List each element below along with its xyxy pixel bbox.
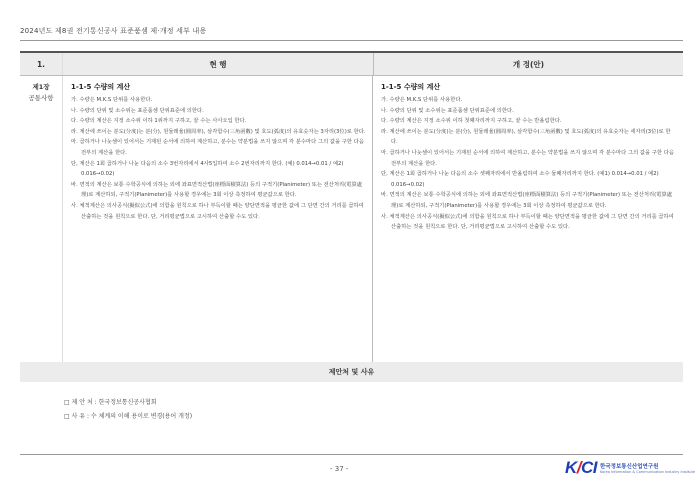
current-item: 마. 곱하거나 나눗셈이 있어서는 기재된 순서에 의하여 계산하고, 분수는 약분법을 쓰지 않으며 각 분수마다 그의 값을 구한 다음 전부의 계산을 한다. xyxy=(71,139,364,156)
current-item: 바. 면적의 계산은 보통 수학공식에 의하는 외에 좌표면적산법(座標面積算法) 등의 구적기(Planimeter) 또는 전산처리(電算處理)로 계산하되, 구적기(Planimeter)를 사용할 경우에는 3회 이상 측정하여 평균값으로 한다. xyxy=(71,181,363,199)
comparison-table xyxy=(20,51,683,364)
reason-rationale: □ 사 유 : 수 체계의 이해 용이로 변경(용어 개정) xyxy=(64,413,193,420)
page-number: - 37 - xyxy=(330,465,349,473)
revised-item: 단, 계산은 1회 곱하거나 나눈 다음의 소수 셋째자리에서 반올림하여 소수 둘째자리까지 한다. (예1) 0.014→0.01 / 예2) 0.016→0.02) xyxy=(381,171,659,188)
header-current: 현 행 xyxy=(62,53,373,75)
current-item: 라. 계산에 쓰이는 분도(分度)는 분(分), 원둘레율(圓周率), 삼각함수(三角函數) 및 호도(弧度)의 유효숫자는 3자리(3位)로 한다. xyxy=(71,128,366,135)
header-number: 1. xyxy=(36,59,46,69)
table-header xyxy=(20,53,683,76)
revised-item: 마. 곱하거나 나눗셈이 있어서는 기재된 순서에 의하여 계산하고, 분수는 약분법을 쓰지 않으며 각 분수마다 그의 값을 구한 다음 전부의 계산을 한다. xyxy=(381,149,674,167)
chapter-cell xyxy=(20,76,62,363)
header-revised: 개 정(안) xyxy=(373,53,683,75)
footer-rule xyxy=(20,454,683,455)
current-item: 가. 수량은 M.K.S 단위를 사용한다. xyxy=(71,97,153,103)
chapter-label: 제1장 xyxy=(32,83,50,91)
logo-english-name: Korea Information & Communication Industry Institute xyxy=(600,470,696,474)
kici-logo-mark: K/CI xyxy=(565,458,598,477)
revised-section-title: 1-1-5 수량의 계산 xyxy=(381,83,441,91)
current-item: 사. 체적계산은 의사공식(擬似公式)에 의함을 원칙으로 하나 부득이할 때는 양단면적을 평균한 값에 그 단면 간의 거리를 곱하여 산출하는 것을 원칙으로 한다. 단, 거리평균법으로 고시하여 산출할 수도 있다. xyxy=(71,202,364,220)
revised-item: 나. 수량의 단위 및 소수위는 표준품셈 단위표준에 의한다. xyxy=(381,107,514,114)
current-column xyxy=(62,76,372,363)
revised-item: 사. 체적계산은 의사공식(擬似公式)에 의함을 원칙으로 하나 부득이할 때는 양단면적을 평균한 값에 그 단면 간의 거리를 곱하여 산출하는 것을 원칙으로 한다. 단, 거리평균법으로 고시하여 산출할 수도 있다. xyxy=(381,213,674,231)
revised-item: 가. 수량은 M.K.S 단위를 사용한다. xyxy=(381,97,463,103)
reason-proposer: □ 제 안 처 : 한국정보통신공사협회 xyxy=(64,399,157,406)
revised-column xyxy=(372,76,683,363)
current-item: 단, 계산은 1회 곱하거나 나눈 다음의 소수 3번자리에서 4사5입하여 소수 2번자리까지 한다. (예) 0.014→0.01 / 예2) 0.016→0.02) xyxy=(71,160,344,178)
table-body xyxy=(20,76,683,364)
revised-item: 다. 수량의 계산은 지정 소수위 이하 첫째자리까지 구하고, 끝 수는 반올림한다. xyxy=(381,118,562,125)
revised-item: 라. 계산에 쓰이는 분도(分度)는 분(分), 원둘레율(圓周率), 삼각함수(三角函數) 및 호도(弧度)의 유효숫자는 세자리(3位)로 한다. xyxy=(381,128,671,146)
kici-logo xyxy=(565,458,695,478)
reason-heading: 제안처 및 사유 xyxy=(20,362,683,382)
revised-item: 바. 면적의 계산은 보통 수학공식에 의하는 외에 좌표면적산법(座標面積算法) 등의 구적기(Planimeter) 또는 전산처리(電算處理)로 계산하되, 구적기(Planimeter)를 사용할 경우에는 3회 이상 측정하여 평균값으로 한다. xyxy=(381,192,673,209)
document-header: 2024년도 제8권 전기통신공사 표준품셈 제·개정 세부 내용 xyxy=(20,27,207,35)
current-section-title: 1-1-5 수량의 계산 xyxy=(71,83,131,91)
kici-logo-text xyxy=(600,462,695,474)
logo-korean-name: 한국정보통신산업연구원 xyxy=(600,464,659,470)
chapter-sublabel: 공통사항 xyxy=(28,94,54,102)
current-item: 나. 수량의 단위 및 소수위는 표준품셈 단위표준에 의한다. xyxy=(71,107,204,114)
header-rule xyxy=(20,40,683,41)
current-item: 다. 수량의 계산은 지정 소수위 이하 1위까지 구하고, 끝 수는 사사오입 한다. xyxy=(71,118,247,125)
reason-body xyxy=(64,396,192,424)
